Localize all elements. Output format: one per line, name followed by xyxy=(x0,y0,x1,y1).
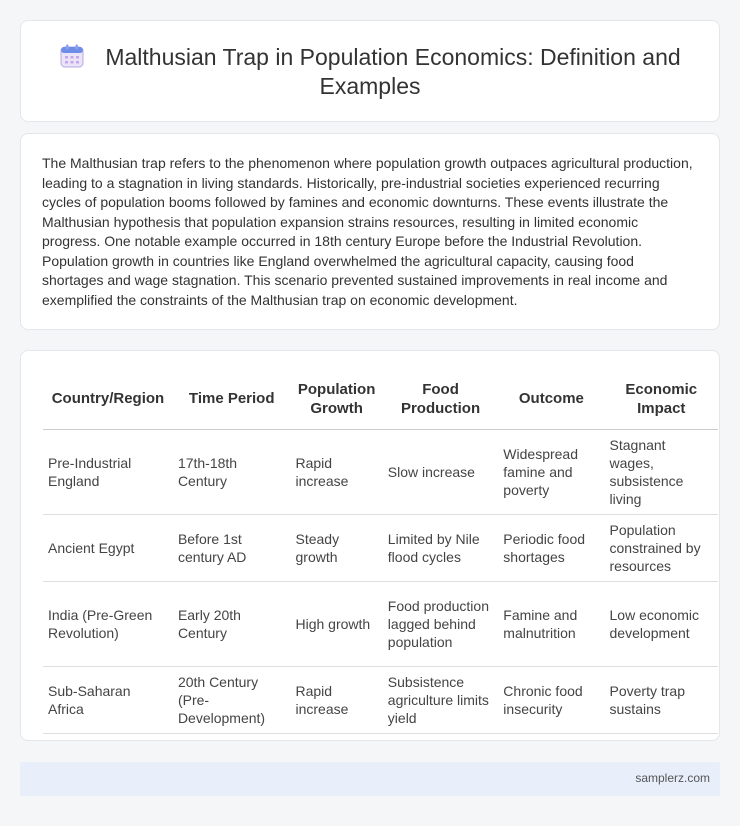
footer xyxy=(20,762,720,796)
table-cell: Before 1st century AD xyxy=(173,514,291,581)
table-row xyxy=(43,666,718,733)
table-cell: Rapid increase xyxy=(291,429,383,514)
table-cell: Chronic food insecurity xyxy=(498,666,604,733)
header-card xyxy=(20,20,720,122)
examples-table xyxy=(43,369,718,734)
table-cell: Sub-Saharan Africa xyxy=(43,666,173,733)
intro-paragraph: The Malthusian trap refers to the phenomenon where population growth outpaces agricultural production, leading to a stagnation in living standards. Historically, pre-industrial societies experienced recurring cycles of population booms followed by famines and economic downturns. These events illustrate the Malthusian hypothesis that population expansion strains resources, resulting in limited economic progress. One notable example occurred in 18th century Europe before the Industrial Revolution. Population growth in countries like England overwhelmed the agricultural capacity, causing food shortages and wage stagnation. This scenario prevented sustained improvements in real income and exemplified the constraints of the Malthusian trap on economic development. xyxy=(42,155,693,308)
table-cell: 20th Century (Pre-Development) xyxy=(173,666,291,733)
table-cell: 17th-18th Century xyxy=(173,429,291,514)
table-cell: Subsistence agriculture limits yield xyxy=(383,666,499,733)
table-header-row xyxy=(43,369,718,429)
table-cell: Food production lagged behind population xyxy=(383,581,499,666)
table-cell: Pre-Industrial England xyxy=(43,429,173,514)
table-row xyxy=(43,514,718,581)
title-text: Malthusian Trap in Population Economics: Definition and Examples xyxy=(105,44,681,99)
intro-card xyxy=(20,133,720,330)
table-cell: Population constrained by resources xyxy=(605,514,718,581)
table-cell: India (Pre-Green Revolution) xyxy=(43,581,173,666)
table-cell: Early 20th Century xyxy=(173,581,291,666)
table-cell: Rapid increase xyxy=(291,666,383,733)
table-row xyxy=(43,581,718,666)
footer-site-link[interactable]: samplerz.com xyxy=(635,771,710,785)
table-cell: Low economic development xyxy=(605,581,718,666)
header-cell: Population Growth xyxy=(291,369,383,429)
header-cell: Time Period xyxy=(173,369,291,429)
table-cell: Slow increase xyxy=(383,429,499,514)
table-cell: Periodic food shortages xyxy=(498,514,604,581)
table-cell: Limited by Nile flood cycles xyxy=(383,514,499,581)
header-cell: Outcome xyxy=(498,369,604,429)
table-cell: Ancient Egypt xyxy=(43,514,173,581)
calendar-icon xyxy=(59,43,85,69)
header-cell: Food Production xyxy=(383,369,499,429)
table-cell: High growth xyxy=(291,581,383,666)
table-cell: Steady growth xyxy=(291,514,383,581)
table-cell: Stagnant wages, subsistence living xyxy=(605,429,718,514)
header-cell: Economic Impact xyxy=(605,369,718,429)
table-cell: Widespread famine and poverty xyxy=(498,429,604,514)
table-row xyxy=(43,429,718,514)
table-card xyxy=(20,350,720,741)
table-cell: Famine and malnutrition xyxy=(498,581,604,666)
page-title xyxy=(21,43,719,101)
table-cell: Poverty trap sustains xyxy=(605,666,718,733)
header-cell: Country/Region xyxy=(43,369,173,429)
